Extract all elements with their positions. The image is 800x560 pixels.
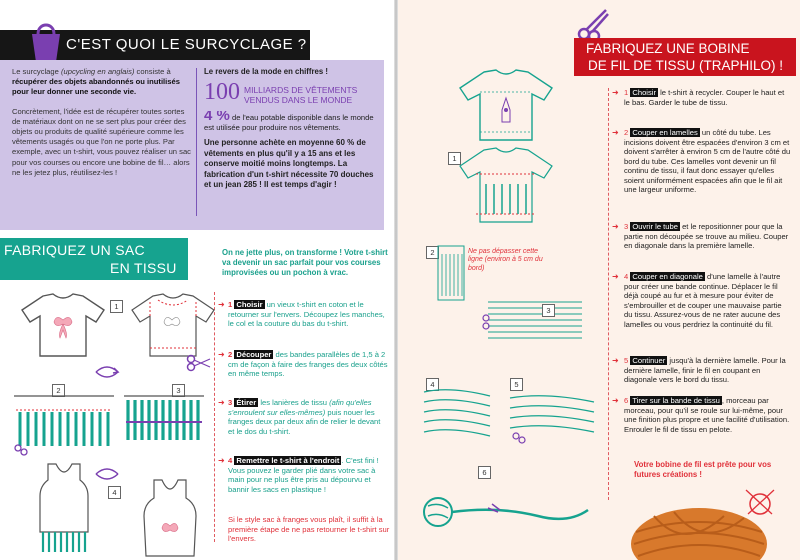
yarn-ball-icon — [624, 492, 774, 560]
diagonal-cut-illustration — [420, 382, 500, 442]
bobine-banner — [574, 38, 796, 76]
rotate-arrows-icon-2 — [92, 464, 122, 484]
label-4: 4 — [426, 378, 439, 391]
sac-step-3: ➜ 3 Étirer les lanières de tissu (afin qu'elles s'enroulent sur elles-mêmes) puis nouer les franges deux par deux afin de relier le devant et le dos du t-shirt. — [218, 398, 381, 436]
stat-text-3: Une personne achète en moyenne 60 % de vêtements en plus qu'il y a 15 ans et les conserve moitié moins longtemps. La fabrication d'un t-shirt nécessite 70 douches et un jean 285 ! Il est temps d'agir ! — [204, 138, 374, 190]
scissors-icon — [186, 354, 212, 372]
cut-line-note: Ne pas dépasser cette ligne (environ à 5 cm du bord) — [468, 248, 543, 272]
bobine-step-1: ➜ 1 Choisir le t-shirt à recycler. Couper le haut et le bas. Garder le tube de tissu. — [612, 88, 785, 107]
bobine-title-2: DE FIL DE TISSU (TRAPHILO) ! — [588, 58, 784, 73]
tshirt-tube-illustration — [456, 144, 556, 234]
label-5: 5 — [510, 378, 523, 391]
bobine-step-4: ➜ 4 Couper en diagonale d'une lamelle à l'autre pour créer une bande continue. Déplacer le fil déjà coupé au fur et à mesure pour éviter de s'embrouiller et de couper une mauvaise partie du tissu. Assurez-vous de ne rater aucune des lamelles ou vous perdriez la continuité du fil. — [612, 272, 782, 329]
continue-cut-illustration — [506, 388, 598, 444]
dashed-line-right — [608, 88, 609, 500]
surcyclage-paragraph-1: Le surcyclage (upcycling en anglais) consiste à récupérer des objets abandonnés ou inutilisés pour leur donner une seconde vie. — [12, 67, 180, 97]
sac-banner — [0, 238, 188, 280]
bobine-title-1: FABRIQUEZ UNE BOBINE — [586, 41, 750, 56]
sac-title-2: EN TISSU — [110, 260, 177, 276]
tshirt-cut-illustration — [128, 290, 220, 360]
label-3: 3 — [172, 384, 185, 397]
surcyclage-paragraph-2: Concrètement, l'idée est de récupérer toutes sortes de matériaux dont on ne se sert plus pour créer des objets ou produits de qualité supérieure comme les vêtements usagés ou que l'on ne porte plus. Par exemple, avec un t-shirt, vous pouvez réaliser un sac pour vos courses ou encore une bobine de fil… alors ne les jetez plus, réutilisez-les ! — [12, 106, 191, 177]
divider — [196, 68, 197, 216]
rotate-arrows-icon — [92, 362, 122, 382]
stat-100-text: MILLIARDS DE VÊTEMENTS VENDUS DANS LE MONDE — [244, 85, 358, 105]
stat-4pct-text: de l'eau potable disponible dans le monde est utilisée pour produire nos vêtements. — [204, 113, 374, 132]
bobine-final: Votre bobine de fil est prête pour vos futures créations ! — [634, 460, 772, 479]
label-4: 4 — [108, 486, 121, 499]
bobine-step-2: ➜ 2 Couper en lamelles un côté du tube. Les incisions doivent être espacées d'environ 3 cm et doivent s'arrêter à environ 5 cm de l'autre côté du bord du tube. Ces lamelles vont devenir un fil continu de tissu, il faut donc essayer qu'elles soient uniformément espacées afin que le fil ait une largeur uniforme. — [612, 128, 791, 194]
sac-step-1: ➜ 1 Choisir un vieux t-shirt en coton et le retourner sur l'envers. Découpez les manches, le col et la couture du bas du t-shirt. — [218, 300, 385, 328]
scissors-icon — [576, 6, 612, 42]
bobine-step-6: ➜ 6 Tirer sur la bande de tissu , morceau par morceau, pour qu'il se roule sur lui-même, pour une finition plus propre et une facilité d'utilisation. Enrouler le fil de tissu en pelote. — [612, 396, 790, 434]
tshirt-illustration — [18, 290, 108, 360]
bobine-step-3: ➜ 3 Ouvrir le tube et le repositionner pour que la partie non découpée se trouve au milieu. Couper en diagonale dans la première lamelle. — [612, 222, 789, 250]
stat-100: 100 — [204, 82, 240, 105]
label-1: 1 — [448, 152, 461, 165]
fringe-tied-illustration — [122, 392, 206, 452]
tshirt-illustration — [456, 66, 556, 148]
tote-bag-icon — [26, 20, 66, 64]
sac-step-4: ➜ 4 Remettre le t-shirt à l'endroit . C'est fini ! Vous pouvez le garder plié dans votre sac à main pour ne plus être pris au dépourvu et bannir les sacs en plastique ! — [218, 456, 379, 494]
sac-title-1: FABRIQUEZ UN SAC — [4, 242, 145, 258]
label-3: 3 — [542, 304, 555, 317]
tank-bag-illustration — [36, 460, 92, 556]
stat-4pct: 4 % — [204, 111, 230, 124]
sac-intro: On ne jette plus, on transforme ! Votre t-shirt va devenir un sac parfait pour vos courses improvisées ou un pochon à vrac. — [222, 248, 388, 277]
yarn-strand-illustration — [418, 476, 598, 536]
opened-tube-illustration — [478, 296, 588, 346]
bobine-step-5: ➜ 5 Continuer jusqu'à la dernière lamelle. Pour la dernière lamelle, finir le fil en coupant en diagonale vers le bord du tissu. — [612, 356, 786, 384]
surcyclage-title: C'EST QUOI LE SURCYCLAGE ? — [66, 36, 307, 53]
label-6: 6 — [478, 466, 491, 479]
stats-heading: Le revers de la mode en chiffres ! — [204, 67, 328, 76]
surcyclage-text — [12, 67, 192, 187]
right-page — [398, 0, 800, 560]
label-2: 2 — [426, 246, 439, 259]
finished-bag-illustration — [140, 476, 200, 560]
fringe-cut-illustration — [12, 390, 116, 456]
sac-step-2: ➜ 2 Découper des bandes parallèles de 1,5 à 2 cm de façon à faire des franges des deux côtés en même temps. — [218, 350, 388, 378]
label-2: 2 — [52, 384, 65, 397]
stats-panel — [204, 67, 380, 191]
left-page — [0, 0, 394, 560]
sac-note: Si le style sac à franges vous plaît, il suffit à la première étape de ne pas retourner le t-shirt sur l'envers. — [228, 515, 390, 544]
lamelles-illustration — [436, 244, 466, 302]
label-1: 1 — [110, 300, 123, 313]
